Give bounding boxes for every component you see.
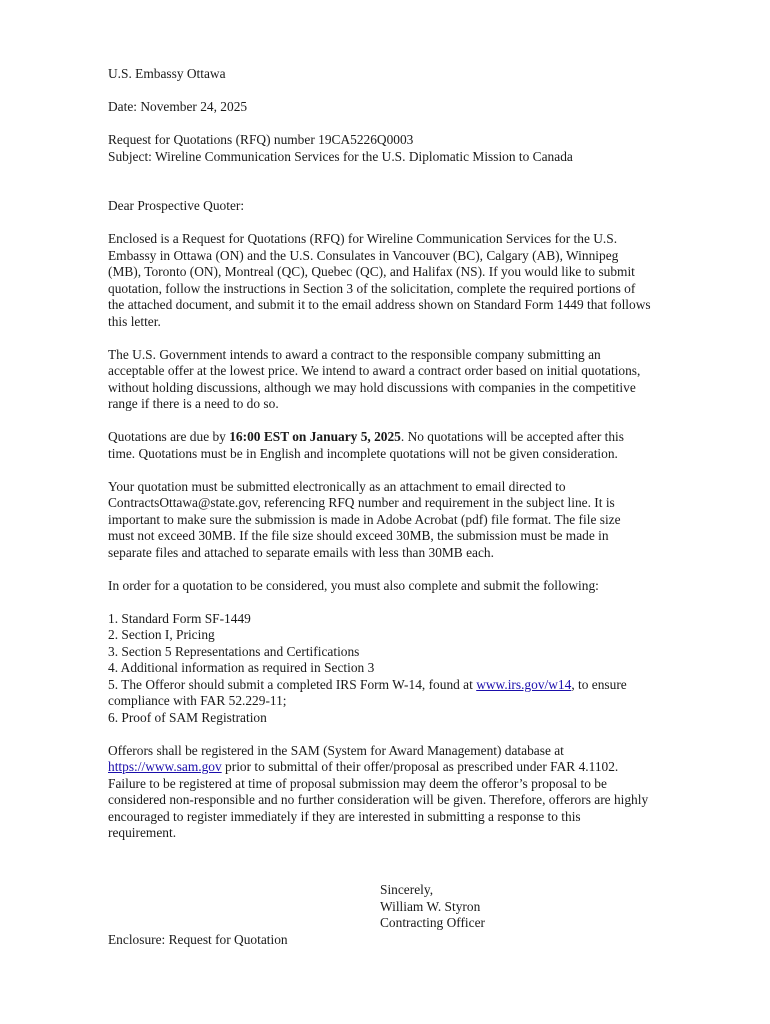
paragraph-line: acceptable offer at the lowest price. We intend to award a contract order based on initial quotations, <box>108 363 641 378</box>
list-item: 4. Additional information as required in Section 3 <box>108 660 375 675</box>
paragraph-submission <box>108 479 678 562</box>
sam-line2-suffix: prior to submittal of their offer/proposal as prescribed under FAR 4.1102. <box>221 759 619 774</box>
irs-w14-link[interactable]: www.irs.gov/w14 <box>476 676 572 692</box>
paragraph-line: Enclosed is a Request for Quotations (RFQ) for Wireline Communication Services for the U.S. <box>108 231 618 246</box>
paragraph-line <box>108 759 678 776</box>
list-item: 3. Section 5 Representations and Certifications <box>108 643 360 659</box>
due-deadline: 16:00 EST on January 5, 2025 <box>229 429 401 444</box>
requirements-list <box>108 611 678 727</box>
enclosure-line: Enclosure: Request for Quotation <box>108 932 288 947</box>
paragraph-line: the attached document, and submit it to the email address shown on Standard Form 1449 that follows <box>108 297 651 312</box>
sender-line: U.S. Embassy Ottawa <box>108 66 226 81</box>
paragraph-line: separate files and attached to separate emails with less than 30MB each. <box>108 544 494 560</box>
paragraph-line: considered non-responsible and no further consideration will be given. Therefore, offerors are highly <box>108 792 649 807</box>
list-item: 2. Section I, Pricing <box>108 627 215 642</box>
paragraph-line: encouraged to register immediately if they are interested in submitting a response to this <box>108 808 581 824</box>
subject-line: Subject: Wireline Communication Services for the U.S. Diplomatic Mission to Canada <box>108 148 573 164</box>
salutation: Dear Prospective Quoter: <box>108 198 245 213</box>
paragraph-line: important to make sure the submission is made in Adobe Acrobat (pdf) file format. The file size <box>108 511 621 527</box>
paragraph-line: Offerors shall be registered in the SAM (System for Award Management) database at <box>108 742 564 758</box>
paragraph-line: must not exceed 30MB. If the file size should exceed 30MB, the submission must be made in <box>108 528 609 543</box>
paragraph-line: Embassy in Ottawa (ON) and the U.S. Consulates in Vancouver (BC), Calgary (AB), Winnipeg <box>108 247 619 263</box>
sam-gov-link[interactable]: https://www.sam.gov <box>108 759 222 774</box>
list-item <box>108 677 678 694</box>
paragraph-line: range if there is a need to do so. <box>108 396 279 411</box>
paragraph-line: Your quotation must be submitted electronically as an attachment to email directed to <box>108 478 566 494</box>
paragraph-award-intent <box>108 347 678 413</box>
paragraph-requirements-intro: In order for a quotation to be considered, you must also complete and submit the following: <box>108 577 599 593</box>
paragraph-sam-registration <box>108 743 678 842</box>
list-item: compliance with FAR 52.229-11; <box>108 693 287 708</box>
paragraph-line: (MB), Toronto (ON), Montreal (QC), Quebec (QC), and Halifax (NS). If you would like to submit <box>108 264 635 279</box>
signature-block <box>380 882 485 932</box>
paragraph-line: The U.S. Government intends to award a contract to the responsible company submitting an <box>108 346 601 362</box>
paragraph-line: this letter. <box>108 313 161 329</box>
paragraph-line: without holding discussions, although we may hold discussions with companies in the competitive <box>108 379 636 395</box>
rfq-number-line: Request for Quotations (RFQ) number 19CA5226Q0003 <box>108 132 414 147</box>
paragraph-line <box>108 429 678 446</box>
paragraph-rfq-intro <box>108 231 678 330</box>
list-item: 6. Proof of SAM Registration <box>108 709 267 725</box>
due-prefix: Quotations are due by <box>108 429 230 444</box>
due-suffix: . No quotations will be accepted after this <box>400 429 624 444</box>
letter-body <box>108 66 678 842</box>
item5-prefix: 5. The Offeror should submit a completed IRS Form W-14, found at <box>108 676 477 692</box>
paragraph-line: requirement. <box>108 825 177 840</box>
list-item: 1. Standard Form SF-1449 <box>108 610 251 626</box>
closing: Sincerely, <box>380 882 434 897</box>
signer-name: William W. Styron <box>380 898 481 914</box>
paragraph-line: time. Quotations must be in English and incomplete quotations will not be given consideration. <box>108 445 618 461</box>
paragraph-line: quotation, follow the instructions in Section 3 of the solicitation, complete the required portions of <box>108 280 636 296</box>
signer-title: Contracting Officer <box>380 915 485 930</box>
paragraph-line: ContractsOttawa@state.gov, referencing RFQ number and requirement in the subject line. It is <box>108 495 615 510</box>
paragraph-due-date <box>108 429 678 462</box>
item5-suffix: , to ensure <box>571 676 627 692</box>
paragraph-line: Failure to be registered at time of proposal submission may deem the offeror’s proposal to be <box>108 775 607 791</box>
date-line: Date: November 24, 2025 <box>108 99 248 114</box>
